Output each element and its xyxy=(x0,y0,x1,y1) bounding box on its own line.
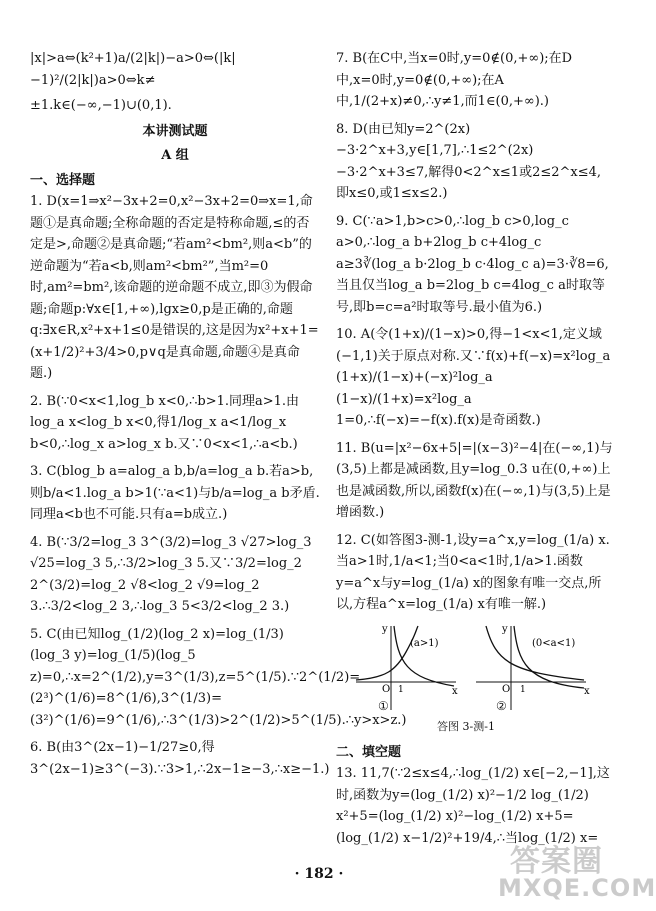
test-title: 本讲测试题 xyxy=(142,123,208,139)
graph2-y-label: y xyxy=(502,623,508,635)
graph1-condition: (a>1) xyxy=(410,637,439,649)
figure-label-2: ② xyxy=(496,698,507,713)
answer-figure xyxy=(336,622,614,740)
answer-item-12: 12. C(如答图3-测-1,设y=a^x,y=log_(1/a) x.当a>1时,1/a<1;当0<a<1时,1/a>1.函数y=a^x与y=log_(1/a) x的图象有唯一交点,所以,方程a^x=log_(1/a) x有唯一解.) xyxy=(336,532,610,612)
graph2-exp-curve xyxy=(486,623,584,680)
answer-item-1: 1. D(x=1⇒x²−3x+2=0,x²−3x+2=0⇒x=1,命题①是真命题;全称命题的否定是特称命题,≤的否定是>,命题②是真命题;“若am²<bm²,则a<b”的逆命题为“若a<b,则am²<bm²”,当m²=0时,am²=bm²,该命题的逆命题不成立,即③为假命题;命题p:∀x∈[1,+∞),lgx≥0,p是正确的,命题q:∃x∈R,x²+x+1≤0是错误的,这是因为x²+x+1=(x+1/2)²+3/4>0,p∨q是真命题,命题④是真命题.) xyxy=(30,194,319,381)
group-title: A 组 xyxy=(161,148,189,163)
right-column xyxy=(336,48,614,855)
answer-item-2: 2. B(∵0<x<1,log_b x<0,∴b>1.同理a>1.由log_a x<log_b x<0,得1/log_x a<1/log_x b<0,∴log_x a>log_x b.又∵0<x<1,∴a<b.) xyxy=(30,393,300,452)
intro-line-1: |x|>a⇔(k²+1)a/(2|k|)−a>0⇔(|k|−1)²/(2|k|)a>0⇔k≠ xyxy=(30,51,236,88)
figure-label-1: ① xyxy=(378,698,389,713)
intro-line-2: ±1.k∈(−∞,−1)∪(0,1). xyxy=(30,98,172,113)
watermark-logo: 答案圈 xyxy=(510,844,603,879)
answer-item-6: 6. B(由3^(2x−1)−1/27≥0,得3^(2x−1)≥3^(−3).∵3>1,∴2x−1≥−3,∴x≥−1.) xyxy=(30,740,330,777)
graph2-tick: 1 xyxy=(520,684,526,695)
answer-item-9: 9. C(∵a>1,b>c>0,∴log_b c>0,log_c a>0,∴log_a b+2log_b c+4log_c a≥3∛(log_a b·2log_b c·4log_c a)=3·∛8=6,当且仅当log_a b=2log_b c=4log_c a时取等号,即b=c=a²时取等号.最小值为6.) xyxy=(336,213,609,315)
answer-item-7: 7. B(在C中,当x=0时,y=0∉(0,+∞);在D中,x=0时,y=0∉(0,+∞);在A中,1/(2+x)≠0,∴y≠1,而1∈(0,+∞).) xyxy=(336,51,573,109)
graph1-y-label: y xyxy=(382,623,388,635)
answer-item-8: 8. D(由已知y=2^(2x)−3·2^x+3,y∈[1,7],∴1≤2^(2x)−3·2^x+3≤7,解得0<2^x≤1或2≤2^x≤4,即x≤0,或1≤x≤2.) xyxy=(336,121,602,201)
graph1-tick: 1 xyxy=(398,684,404,695)
watermark-url: MXQE.COM xyxy=(498,874,656,902)
figure-caption: 答图 3-测-1 xyxy=(437,719,495,733)
answer-item-3: 3. C(blog_b a=alog_a b,b/a=log_a b.若a>b,则b/a<1.log_a b>1(∵a<1)与b/a=log_a b矛盾.同理a<b也不可能.只有a=b成立.) xyxy=(30,464,320,522)
graph2-condition: (0<a<1) xyxy=(532,637,576,649)
page-number: · 182 · xyxy=(294,866,344,882)
graph1-origin: O xyxy=(382,683,391,695)
answer-item-13: 13. 11,7(∵2≤x≤4,∴log_(1/2) x∈[−2,−1],这时,函数为y=(log_(1/2) x)²−1/2 log_(1/2) x²+5=(log_(1/2) x)²−log_(1/2) x+5=(log_(1/2) x−1/2)²+19/4,∴当log_(1/2) x= xyxy=(336,766,610,846)
section-title-fill: 二、填空题 xyxy=(336,744,402,760)
answer-item-10: 10. A(令(1+x)/(1−x)>0,得−1<x<1,定义域(−1,1)关于原点对称.又∵f(x)+f(−x)=x²log_a (1+x)/(1−x)+(−x)²log_a (1−x)/(1+x)=x²log_a 1=0,∴f(−x)=−f(x).f(x)是奇函数.) xyxy=(336,327,611,428)
figure-graphs xyxy=(336,622,606,714)
answer-item-5: 5. C(由已知log_(1/2)(log_2 x)=log_(1/3)(log_3 y)=log_(1/5)(log_5 z)=0,∴x=2^(1/2),y=3^(1/3),z=5^(1/5).∵2^(1/2)=(2³)^(1/6)=8^(1/6),3^(1/3)=(3²)^(1/6)=9^(1/6),∴3^(1/3)>2^(1/2)>5^(1/5).∴y>x>z.) xyxy=(30,626,407,728)
graph2-origin: O xyxy=(502,683,511,695)
section-title-choice: 一、选择题 xyxy=(30,172,96,188)
graph1-x-label: x xyxy=(452,685,458,697)
graph2-x-label: x xyxy=(584,685,590,697)
answer-item-4: 4. B(∵3/2=log_3 3^(3/2)=log_3 √27>log_3 √25=log_3 5,∴3/2>log_3 5.又∵3/2=log_2 2^(3/2)=log_2 √8<log_2 √9=log_2 3.∴3/2<log_2 3,∴log_3 5<3/2<log_2 3.) xyxy=(30,534,312,614)
answer-item-11: 11. B(u=|x²−6x+5|=|(x−3)²−4|在(−∞,1)与(3,5)上都是减函数,且y=log_0.3 u在(0,+∞)上也是减函数,所以,函数f(x)在(−∞,1)与(3,5)上是增函数.) xyxy=(336,440,613,520)
